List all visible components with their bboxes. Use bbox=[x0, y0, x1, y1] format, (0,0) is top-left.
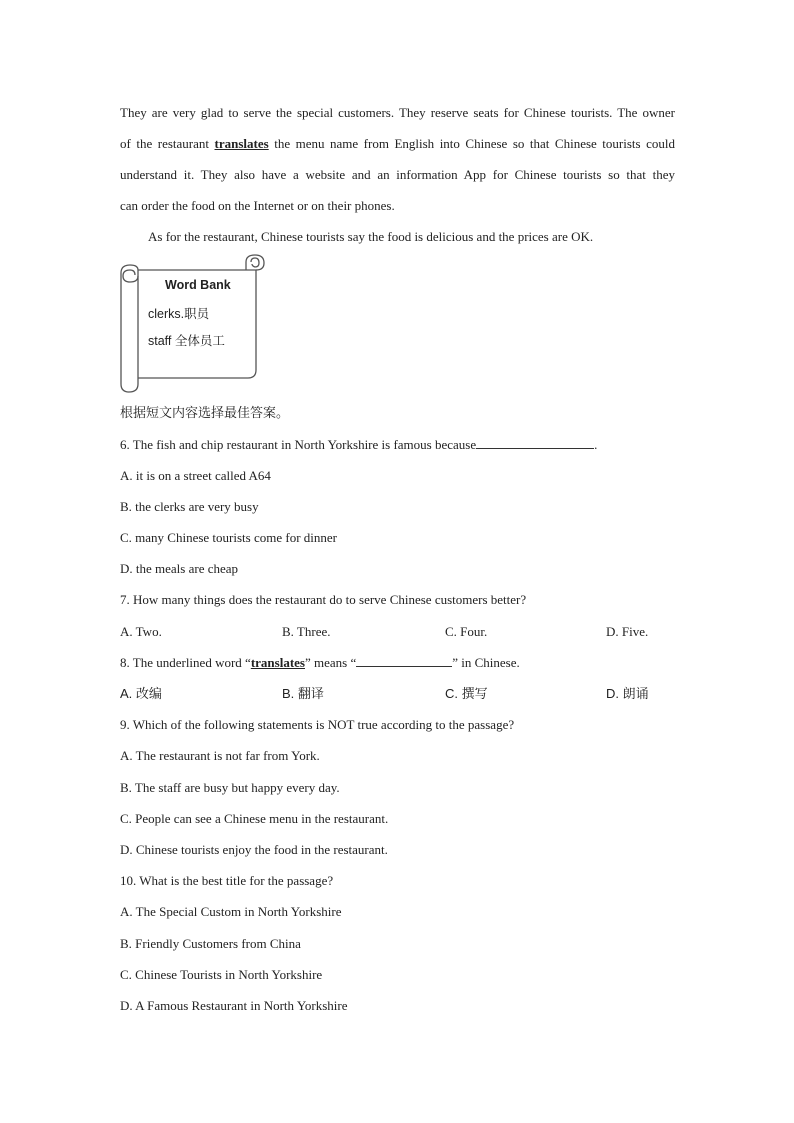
question-6-option-c: C. many Chinese tourists come for dinner bbox=[120, 530, 337, 545]
word-bank-entry-staff: staff 全体员工 bbox=[148, 334, 225, 348]
question-8-text-mid: ” means “ bbox=[304, 655, 357, 670]
word-bank-entry-clerks: clerks.职员 bbox=[148, 307, 210, 321]
question-10-option-a: A. The Special Custom in North Yorkshire bbox=[120, 904, 342, 919]
question-8-stem bbox=[120, 654, 520, 672]
instruction-text: 根据短文内容选择最佳答案。 bbox=[120, 405, 290, 420]
question-8-option-d: D. 朗诵 bbox=[606, 686, 649, 701]
word-bank-title: Word Bank bbox=[165, 278, 231, 292]
question-6-option-b: B. the clerks are very busy bbox=[120, 499, 259, 514]
passage-line-1: They are very glad to serve the special customers. They reserve seats for Chinese tourists. The owner bbox=[120, 105, 675, 120]
scroll-frame-icon bbox=[118, 252, 268, 397]
question-7-option-b: B. Three. bbox=[282, 624, 331, 639]
question-7-option-a: A. Two. bbox=[120, 624, 162, 639]
question-8-underlined-word: translates bbox=[250, 655, 305, 670]
question-7-option-c: C. Four. bbox=[445, 624, 488, 639]
question-9-option-b: B. The staff are busy but happy every day. bbox=[120, 780, 340, 795]
passage-line-2-end: the menu name from English into Chinese so that Chinese tourists could bbox=[268, 136, 675, 151]
question-8-option-c: C. 撰写 bbox=[445, 686, 488, 701]
question-10-stem: 10. What is the best title for the passage? bbox=[120, 873, 334, 888]
question-6-option-a: A. it is on a street called A64 bbox=[120, 468, 271, 483]
question-8-option-b: B. 翻译 bbox=[282, 686, 324, 701]
passage-line-3: understand it. They also have a website and an information App for Chinese tourists so that they bbox=[120, 167, 675, 182]
question-9-option-c: C. People can see a Chinese menu in the restaurant. bbox=[120, 811, 389, 826]
question-8-text-start: 8. The underlined word “ bbox=[120, 655, 251, 670]
question-7-stem: 7. How many things does the restaurant do to serve Chinese customers better? bbox=[120, 592, 527, 607]
question-10-option-c: C. Chinese Tourists in North Yorkshire bbox=[120, 967, 323, 982]
question-6-text: 6. The fish and chip restaurant in North Yorkshire is famous because bbox=[120, 437, 477, 452]
question-6-stem bbox=[120, 436, 597, 454]
question-6-end: . bbox=[594, 437, 598, 452]
question-6-option-d: D. the meals are cheap bbox=[120, 561, 239, 576]
answer-blank bbox=[476, 436, 594, 449]
question-9-option-d: D. Chinese tourists enjoy the food in the restaurant. bbox=[120, 842, 388, 857]
question-9-stem: 9. Which of the following statements is NOT true according to the passage? bbox=[120, 717, 515, 732]
answer-blank bbox=[356, 654, 452, 667]
passage-line-2 bbox=[120, 128, 675, 159]
word-bank-box bbox=[118, 252, 268, 397]
passage-paragraph-2: As for the restaurant, Chinese tourists say the food is delicious and the prices are OK. bbox=[148, 229, 594, 244]
question-8-text-end: ” in Chinese. bbox=[452, 655, 520, 670]
question-8-option-a: A. 改编 bbox=[120, 686, 162, 701]
question-7-option-d: D. Five. bbox=[606, 624, 649, 639]
question-10-option-d: D. A Famous Restaurant in North Yorkshire bbox=[120, 998, 348, 1013]
question-10-option-b: B. Friendly Customers from China bbox=[120, 936, 301, 951]
passage-line-2-start: of the restaurant bbox=[120, 136, 215, 151]
question-9-option-a: A. The restaurant is not far from York. bbox=[120, 748, 320, 763]
passage-line-4: can order the food on the Internet or on their phones. bbox=[120, 198, 395, 213]
underlined-word-translates: translates bbox=[214, 136, 269, 151]
